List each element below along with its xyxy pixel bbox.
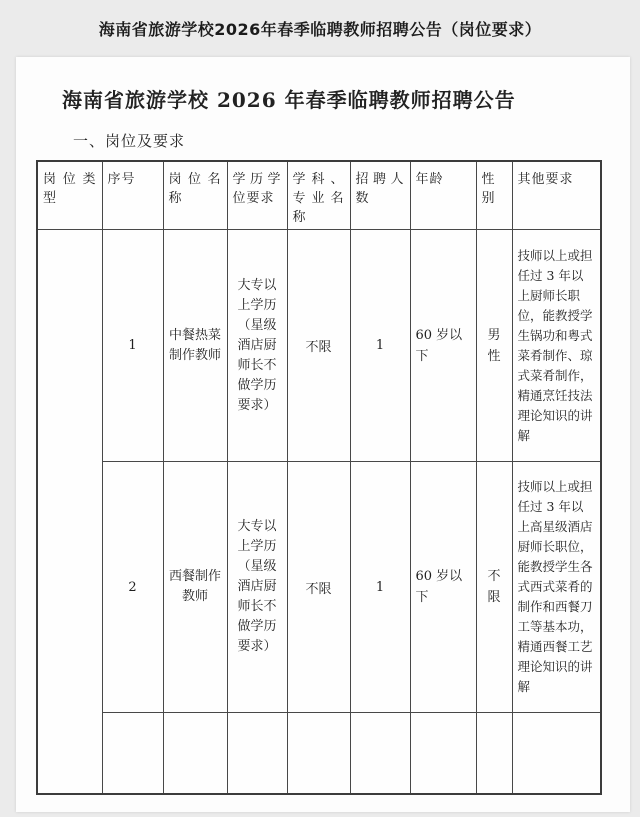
cell-subject-major: 不限 — [287, 462, 350, 713]
cell-recruit-count: 1 — [350, 230, 410, 462]
column-header-gender: 性别 — [476, 161, 512, 230]
cell-subject-major — [287, 713, 350, 794]
column-header-serial-number: 序号 — [102, 161, 163, 230]
cell-serial-number: 2 — [102, 462, 163, 713]
cell-gender: 不限 — [476, 462, 512, 713]
table-header-row — [37, 161, 601, 230]
column-header-education-requirement: 学历学位要求 — [227, 161, 287, 230]
cell-education-requirement: 大专以上学历（星级酒店厨师长不做学历要求） — [227, 230, 287, 462]
cell-serial-number: 1 — [102, 230, 163, 462]
cell-recruit-count — [350, 713, 410, 794]
cell-post-name — [163, 713, 227, 794]
column-header-recruit-count: 招聘人数 — [350, 161, 410, 230]
cell-post-name: 西餐制作教师 — [163, 462, 227, 713]
cell-education-requirement — [227, 713, 287, 794]
cell-recruit-count: 1 — [350, 462, 410, 713]
cell-other-requirements — [512, 713, 601, 794]
cell-post-name: 中餐热菜制作教师 — [163, 230, 227, 462]
page-title: 海南省旅游学校2026年春季临聘教师招聘公告（岗位要求） — [98, 20, 542, 39]
cell-age: 60 岁以下 — [410, 230, 476, 462]
table-row — [37, 713, 601, 794]
cell-other-requirements: 技师以上或担任过 3 年以上厨师长职位，能教授学生锅功和粤式菜肴制作、琼式菜肴制作，精通烹饪技法理论知识的讲解 — [512, 230, 601, 462]
section-title: 一、岗位及要求 — [73, 132, 186, 150]
document-heading: 海南省旅游学校 2026 年春季临聘教师招聘公告 — [62, 88, 516, 112]
column-header-post-type: 岗位类型 — [37, 161, 102, 230]
cell-age — [410, 713, 476, 794]
cell-gender: 男性 — [476, 230, 512, 462]
table-row — [37, 230, 601, 462]
cell-age: 60 岁以下 — [410, 462, 476, 713]
requirements-table — [36, 160, 602, 795]
cell-subject-major: 不限 — [287, 230, 350, 462]
scanned-document-page — [16, 57, 630, 812]
cell-gender — [476, 713, 512, 794]
column-header-subject-major: 学科、专业名称 — [287, 161, 350, 230]
cell-education-requirement: 大专以上学历（星级酒店厨师长不做学历要求） — [227, 462, 287, 713]
cell-serial-number — [102, 713, 163, 794]
cell-other-requirements: 技师以上或担任过 3 年以上高星级酒店厨师长职位，能教授学生各式西式菜肴的制作和西餐刀工等基本功，精通西餐工艺理论知识的讲解 — [512, 462, 601, 713]
column-header-age: 年龄 — [410, 161, 476, 230]
column-header-other-requirements: 其他要求 — [512, 161, 601, 230]
table-row — [37, 462, 601, 713]
column-header-post-name: 岗位名称 — [163, 161, 227, 230]
cell-post-type — [37, 230, 102, 794]
